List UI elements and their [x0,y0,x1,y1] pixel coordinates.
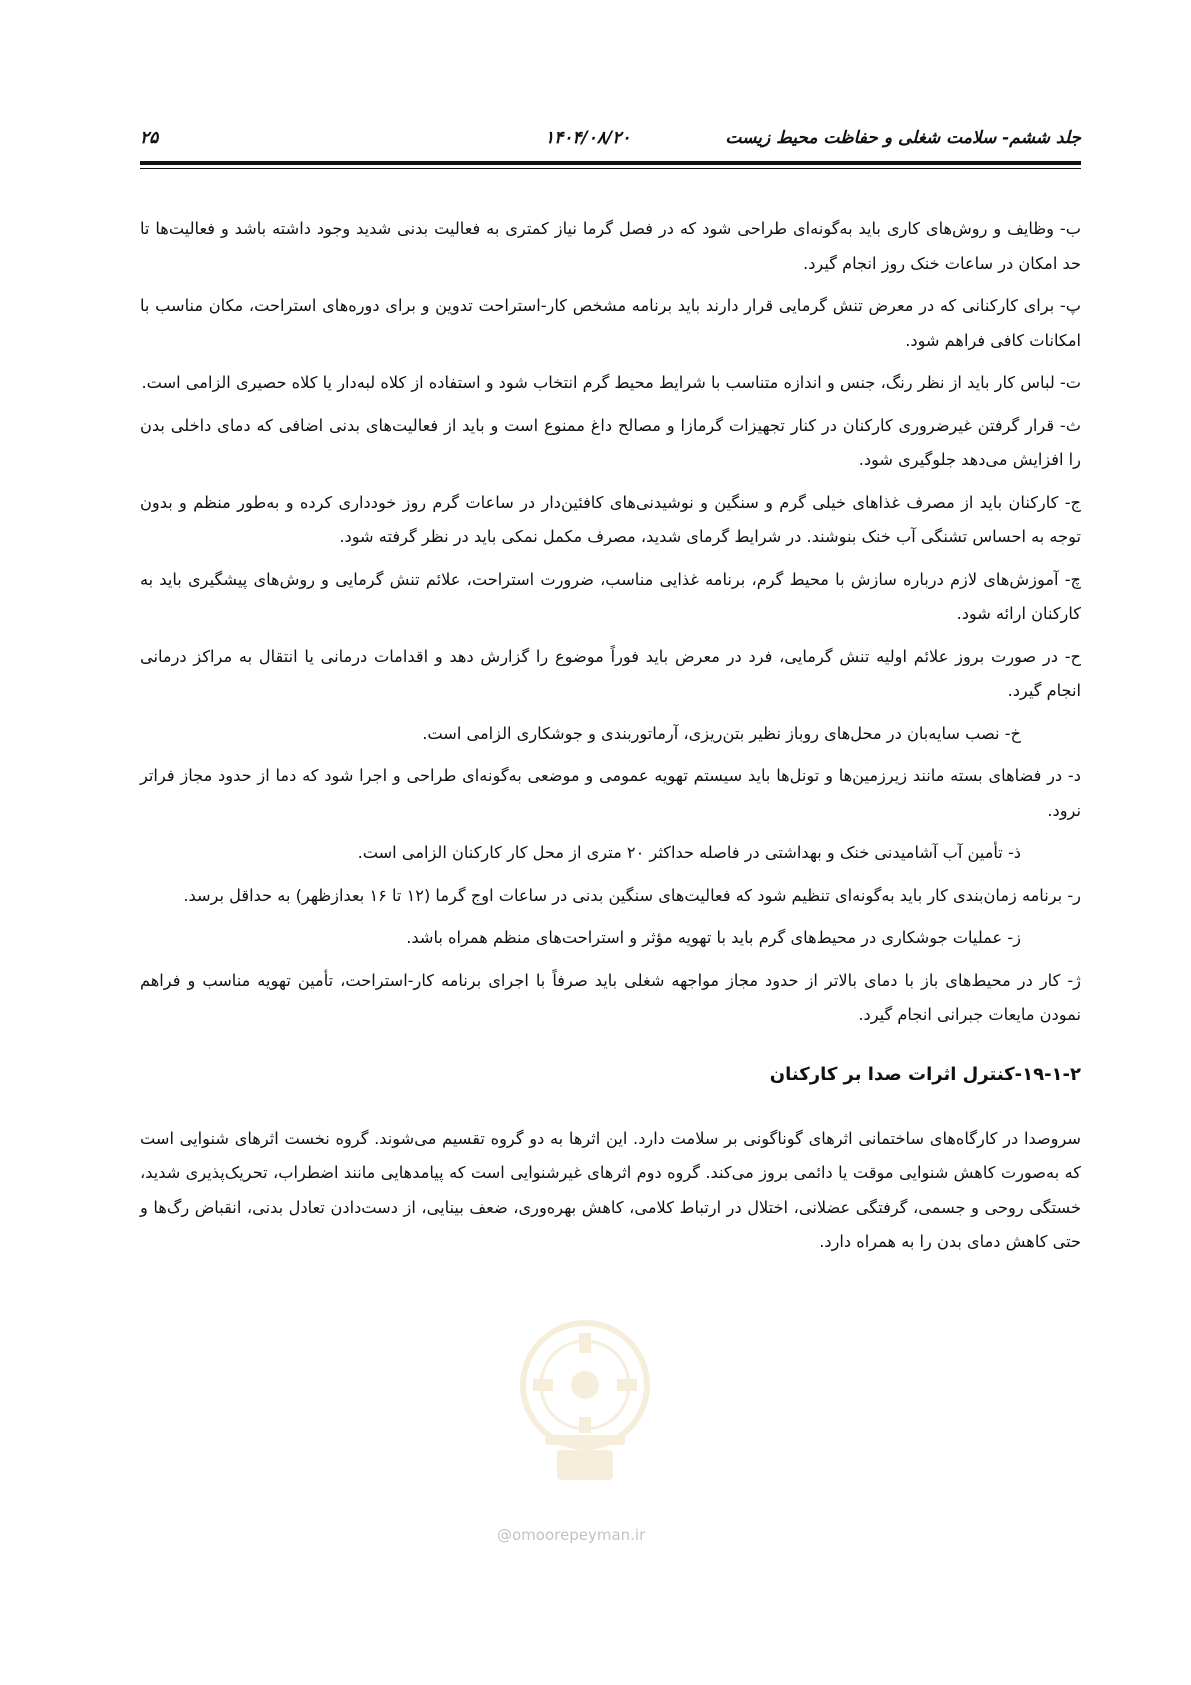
page-body [140,212,1081,1268]
paragraph-re: ر- برنامه زمان‌بندی کار باید به‌گونه‌ای تنظیم شود که فعالیت‌های سنگین بدنی در ساعات اوج گرما (۱۲ تا ۱۶ بعدازظهر) به حداقل برسد. [183,885,1081,905]
header-date: ۱۴۰۴/۰۸/۲۰ [545,128,631,148]
paragraph-te: ت- لباس کار باید از نظر رنگ، جنس و اندازه متناسب با شرایط محیط گرم انتخاب شود و استفاده از کلاه لبه‌دار یا کلاه حصیری الزامی است. [141,373,1081,392]
watermark-logo-icon [505,1315,665,1505]
paragraph-zal: ذ- تأمین آب آشامیدنی خنک و بهداشتی در فاصله حداکثر ۲۰ متری از محل کار کارکنان الزامی است. [357,843,1021,862]
paragraph-dal: د- در فضاهای بسته مانند زیرزمین‌ها و تونل‌ها باید سیستم تهویه عمومی و موضعی به‌گونه‌ای طراحی و اجرا شود که دما از حدود مجاز فراتر نرود. [140,766,1081,820]
paragraph-che: چ- آموزش‌های لازم درباره سازش با محیط گرم، برنامه غذایی مناسب، ضرورت استراحت، علائم تنش گرمایی و روش‌های پیشگیری باید به کارکنان ارائه شود. [140,569,1081,623]
header-rule-thin [140,168,1081,169]
paragraph-ze: ز- عملیات جوشکاری در محیط‌های گرم باید با تهویه مؤثر و استراحت‌های منظم همراه باشد. [406,928,1021,947]
paragraph-jim: ج- کارکنان باید از مصرف غذاهای خیلی گرم و سنگین و نوشیدنی‌های کافئین‌دار در ساعات گرم روز خودداری کرده و به‌طور منظم و بدون توجه به احساس تشنگی آب خنک بنوشند. در شرایط گرمای شدید، مصرف مکمل نمکی باید در نظر گرفته شود. [140,492,1081,546]
paragraph-se: ث- قرار گرفتن غیرضروری کارکنان در کنار تجهیزات گرمازا و مصالح داغ ممنوع است و باید از فعالیت‌های بدنی اضافی که دمای داخلی بدن را افزایش می‌دهد جلوگیری شود. [140,415,1081,469]
paragraph-zhe: ژ- کار در محیط‌های باز با دمای بالاتر از حدود مجاز مواجهه شغلی باید صرفاً با اجرای برنامه کار-استراحت، تأمین تهویه مناسب و فراهم نمودن مایعات جبرانی انجام گیرد. [140,970,1081,1024]
section-body: سروصدا در کارگاه‌های ساختمانی اثرهای گوناگونی بر سلامت دارد. این اثرها به دو گروه تقسیم می‌شوند. گروه نخست اثرهای شنوایی است که به‌صورت کاهش شنوایی موقت یا دائمی بروز می‌کند. گروه دوم اثرهای غیرشنوایی است که پیامدهایی مانند اضطراب، تحریک‌پذیری شدید، خستگی روحی و جسمی، گرفتگی عضلانی، اختلال در ارتباط کلامی، کاهش بهره‌وری، ضعف بینایی، از دست‌دادن تعادل بدنی، انقباض رگ‌ها و حتی کاهش دمای بدن را به همراه دارد. [140,1128,1081,1251]
watermark-text: @omoorepeyman.ir [497,1526,646,1544]
paragraph-he: ح- در صورت بروز علائم اولیه تنش گرمایی، فرد در معرض باید فوراً موضوع را گزارش دهد و اقدامات درمانی یا انتقال به مراکز درمانی انجام گیرد. [140,646,1081,700]
paragraph-pe: پ- برای کارکنانی که در معرض تنش گرمایی قرار دارند باید برنامه مشخص کار-استراحت تدوین و برای دوره‌های استراحت، مکان مناسب با امکانات کافی فراهم شود. [140,296,1081,350]
paragraph-be: ب- وظایف و روش‌های کاری باید به‌گونه‌ای طراحی شود که در فصل گرما نیاز کمتری به فعالیت بدنی شدید وجود داشته باشد و فعالیت‌ها تا حد امکان در ساعات خنک روز انجام گیرد. [140,219,1081,273]
paragraph-khe: خ- نصب سایه‌بان در محل‌های روباز نظیر بتن‌ریزی، آرماتوربندی و جوشکاری الزامی است. [422,723,1021,743]
book-title: جلد ششم- سلامت شغلی و حفاظت محیط زیست [725,128,1081,148]
section-heading: ۱۹-۱-۲-کنترل اثرات صدا بر کارکنان [769,1063,1081,1085]
page-header [140,118,1081,158]
page-number: ۲۵ [140,128,159,148]
header-rule-thick [140,161,1081,165]
